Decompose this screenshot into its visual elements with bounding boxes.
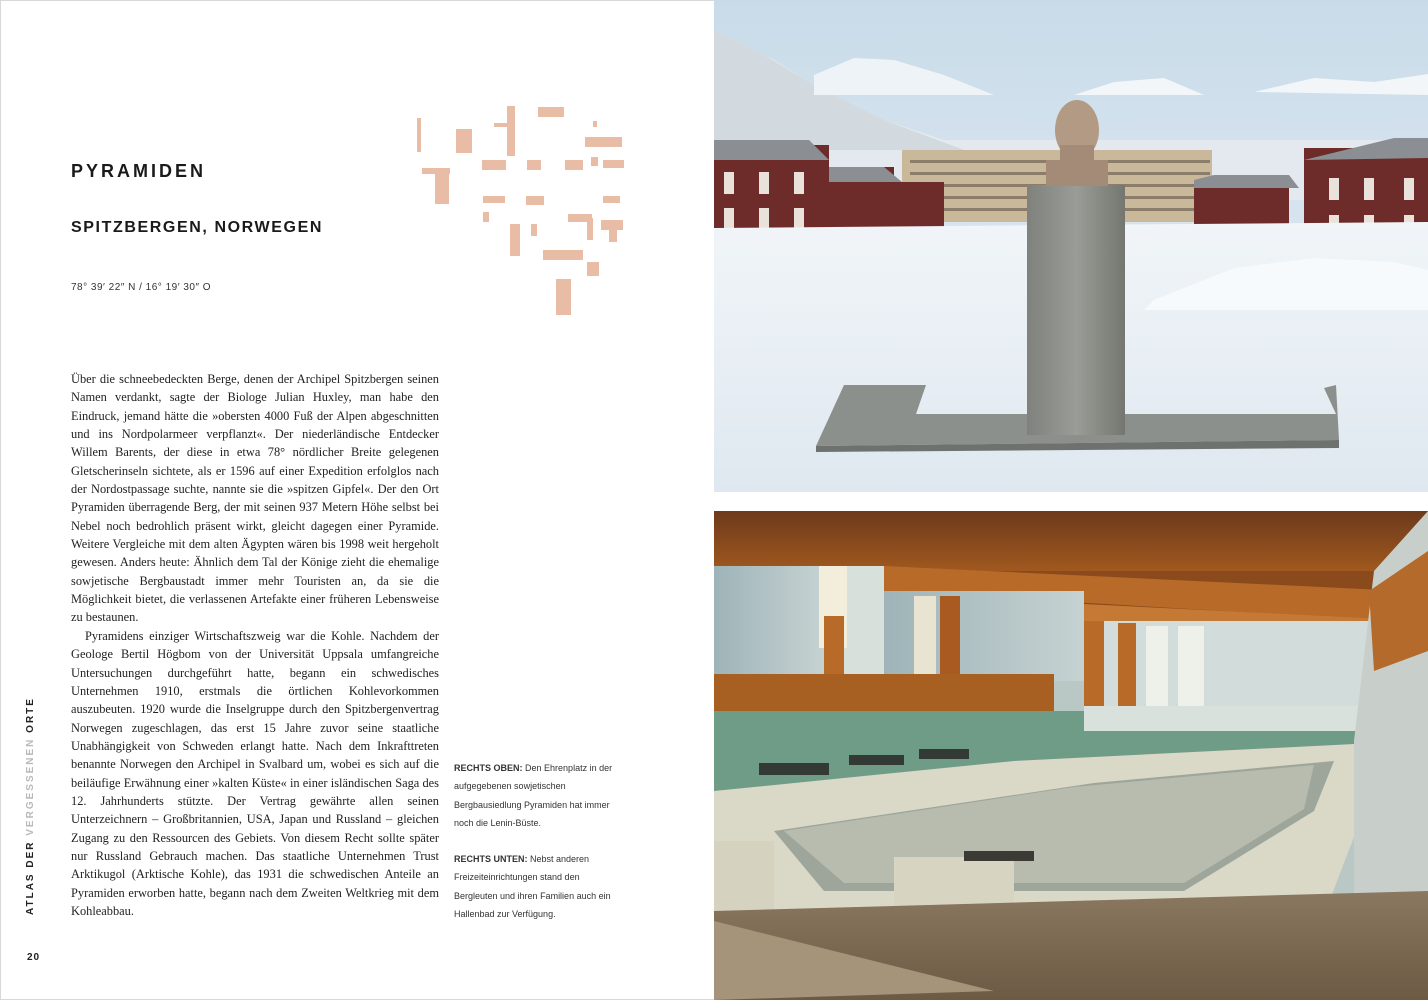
article-paragraph-2: Pyramidens einziger Wirtschaftszweig war die Kohle. Nachdem der Geologe Bertil Högbom von der Universität Uppsala umfangreiche Untersuchungen durchgeführt hatte, begann ein schwedisches Unternehmen 1910, erstmals die örtlichen Kohlevorkommen auszubeuten. 1920 wurde die Inselgruppe durch den Spitzbergenvertrag Norwegen zugeschlagen, das erst 15 Jahre zuvor seine staatliche Unabhängigkeit von Schweden erlangt hatte. Nach dem Inkrafttreten benannte Norwegen den Archipel in Svalbard um, wobei es sich auf die beiläufige Erwähnung einer »kalten Küste« in einer isländischen Saga des 12. Jahrhunderts stützte. Der Vertrag gewährte allen seinen Unterzeichnern – Großbritannien, USA, Japan und Russland – gleichen Zugang zu den Ressourcen des Gebiets. Von diesem Recht sollte später nur Russland Gebrauch machen. Das staatliche Unternehmen Trust Arktikugol (Arktische Kohle), das 1931 die schwedischen Anteile an Pyramiden erworben hatte, begann nach dem Zweiten Weltkrieg mit dem Kohleabbau. [71,628,439,918]
article-subtitle: SPITZBERGEN, NORWEGEN [71,219,323,236]
photo-swimming-pool [714,511,1428,1000]
running-title-highlight: VERGESSENEN [25,737,36,836]
location-map-icon [417,104,627,319]
photo-captions [454,759,624,941]
caption-top-text: Den Ehrenplatz in der aufgegebenen sowjetischen Bergbausiedlung Pyramiden hat immer noch die Lenin-Büste. [454,763,613,828]
article-body [71,370,439,920]
coordinates: 78° 39′ 22″ N / 16° 19′ 30″ O [71,282,212,293]
running-title [25,697,36,915]
running-title-suffix: ORTE [25,697,36,738]
caption-bottom-text: Nebst anderen Freizeiteinrichtungen stand den Bergleuten und ihren Familien auch ein Hallenbad zur Verfügung. [454,854,611,920]
photo-lenin-bust [714,0,1428,492]
caption-top-label: RECHTS OBEN: [454,763,523,773]
caption-bottom [454,850,624,923]
page-number: 20 [27,952,41,963]
photo-gap [714,492,1428,511]
article-title: PYRAMIDEN [71,161,207,181]
caption-bottom-label: RECHTS UNTEN: [454,854,528,865]
article-paragraph-1: Über die schneebedeckten Berge, denen der Archipel Spitzbergen seinen Namen verdankt, sagte der Biologe Julian Huxley, man habe den Eindruck, jemand hätte die »obersten 4000 Fuß der Alpen abgeschnitten und ins Nordpolarmeer verpflanzt«. Der niederländische Entdecker Willem Barents, der diese in etwa 78° nördlicher Breite gelegenen Gletscherinseln sichtete, als er 1596 auf einer Expedition erfolglos nach der Nordostpassage suchte, nannte sie die »spitzen Gipfel«. Der den Ort Pyramiden überragende Berg, der mit seinen 937 Metern Höhe selbst bei Nebel noch bedrohlich präsent wirkt, gleicht dagegen einer Pyramide. Weitere Vergleiche mit dem alten Ägypten wären bis 1998 weit hergeholt gewesen. Anders heute: Ähnlich dem Tal der Könige zieht die ehemalige sowjetische Bergbaustadt immer mehr Touristen an, da sie die Möglichkeit bietet, die verlassenen Artefakte einer früheren Lebensweise zu bestaunen. [71,372,439,625]
caption-top [454,759,624,832]
running-title-prefix: ATLAS DER [25,835,36,915]
